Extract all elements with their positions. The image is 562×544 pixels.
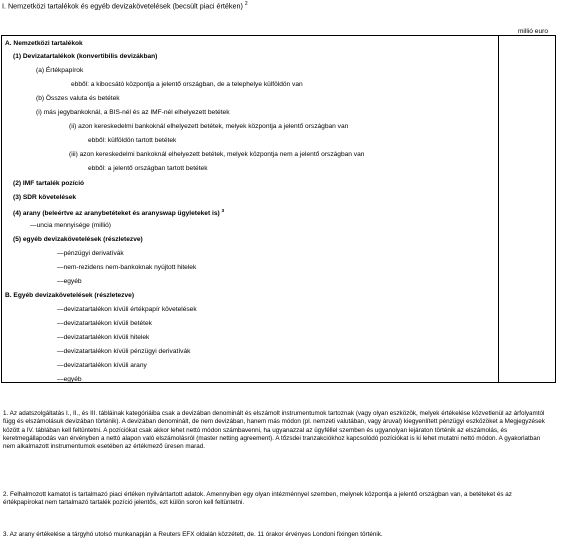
data-table	[1, 35, 556, 383]
row-deposits-not-in-reserves: —devizatartalékon kívüli betétek	[57, 320, 152, 327]
row-gold-ounces: —uncia mennyisége (millió)	[30, 222, 111, 229]
row-b-other-fx-assets: B. Egyéb devizakövetelések (részletezve)	[5, 292, 135, 299]
value-column-divider	[498, 36, 499, 382]
row-foreign-currency-reserves: (1) Devizatartalékok (konvertibilis devizákban)	[13, 53, 158, 60]
row-deposits-central-banks: (i) más jegybankoknál, a BIS-nél és az IMF-nél elhelyezett betétek	[36, 109, 230, 116]
row-financial-derivatives: —pénzügyi derivatívák	[57, 250, 124, 257]
gold-footnote-ref: 3	[221, 209, 225, 214]
row-gold: (4) arany (beleértve az aranybetéteket és aranyswap ügyleteket is) $^3$	[13, 209, 225, 218]
row-derivatives-not-in-reserves: —devizatartalékon kívüli pénzügyi derivatívák	[57, 348, 191, 355]
row-securities: (a) Értékpapírok	[36, 67, 84, 74]
row-deposits-foreign-banks: (iii) azon kereskedelmi bankoknál elhelyezett betétek, melyek központja nem a jelentő országban van	[69, 151, 365, 158]
row-other: —egyéb	[57, 278, 82, 285]
row-securities-of-which: ebből: a kibocsátó központja a jelentő országban, de a telephelye külföldön van	[71, 81, 303, 88]
row-deposits-held-domestically: ebből: a jelentő országban tartott betétek	[88, 165, 208, 172]
row-sdr-holdings: (3) SDR követelések	[13, 194, 77, 201]
row-loans-nonresident-nonbanks: —nem-rezidens nem-bankoknak nyújtott hitelek	[57, 264, 197, 271]
row-currency-and-deposits: (b) Összes valuta és betétek	[36, 95, 120, 102]
row-gold-not-in-reserves: —devizatartalékon kívüli arany	[57, 362, 147, 369]
row-securities-not-in-reserves: —devizatartalékon kívüli értékpapír követelések	[57, 306, 197, 313]
row-b-other: —egyéb	[57, 376, 82, 383]
row-loans-not-in-reserves: —devizatartalékon kívüli hitelek	[57, 334, 150, 341]
row-a-international-reserves: A. Nemzetközi tartalékok	[5, 40, 83, 47]
row-other-reserve-assets: (5) egyéb devizakövetelések (részletezve)	[13, 236, 143, 243]
footnote-3: 3. Az arany értékelése a tárgyhó utolsó munkanapján a Reuters EFX oldalán közzétett, de. 11 órakor érvényes Londoni fixingen történik.	[3, 531, 383, 538]
title-footnote-ref: 2	[244, 1, 248, 7]
unit-label: millió euro	[517, 28, 548, 35]
row-deposits-held-abroad: ebből: külföldön tartott betétek	[88, 137, 177, 144]
row-imf-reserve-position: (2) IMF tartalék pozíció	[13, 180, 85, 187]
footnote-1: 1. Az adatszolgáltatás I., II., és III. tábláinak kategóriáiba csak a devizában denominált és elszámolt instrumentumok tartoznak (vagy olyan eszközök, melyek értékelése közvetlenül az árfolyamtól függ és elszámolásuk devizában történik). A devizában denominált, de nem devizában, hanem más módon (pl. nemzeti valutában, vagy áruval) kiegyenlített pénzügyi eszközöket a Megjegyzések között a IV. táblában kell feltüntetni. A pozíciókat csak akkor lehet nettó módon számbavenni, ha ugyanazzal az ügyféllel szemben és ugyanolyan lejáraton történik az elszámolás, és keretmegállapodás van érvényben a nettó alapon való elszámolásról (master netting agreement). A tőzsdei tranzakciókhoz kapcsolódó pozíciókat is ki lehet mutatni nettó módon. A gyakorlatban nem alkalmazott instrumentumok esetében az értékmező üresen marad.	[3, 410, 545, 451]
page-title: I. Nemzetközi tartalékok és egyéb devizakövetelések (becsült piaci értéken) $^2$	[2, 1, 248, 11]
footnote-2: 2. Felhalmozott kamatot is tartalmazó piaci értéken nyilvántartott adatok. Amennyiben egy olyan intézménnyel szemben, melynek központja a jelentő országban van, a betéteket és az értékpapírokat nem tartalmazó tartalék pozíció jelentős, ezt külön soron kell feltüntetni.	[3, 491, 512, 507]
row-deposits-domestic-banks: (ii) azon kereskedelmi bankoknál elhelyezett betétek, melyek központja a jelentő országban van	[69, 123, 349, 130]
